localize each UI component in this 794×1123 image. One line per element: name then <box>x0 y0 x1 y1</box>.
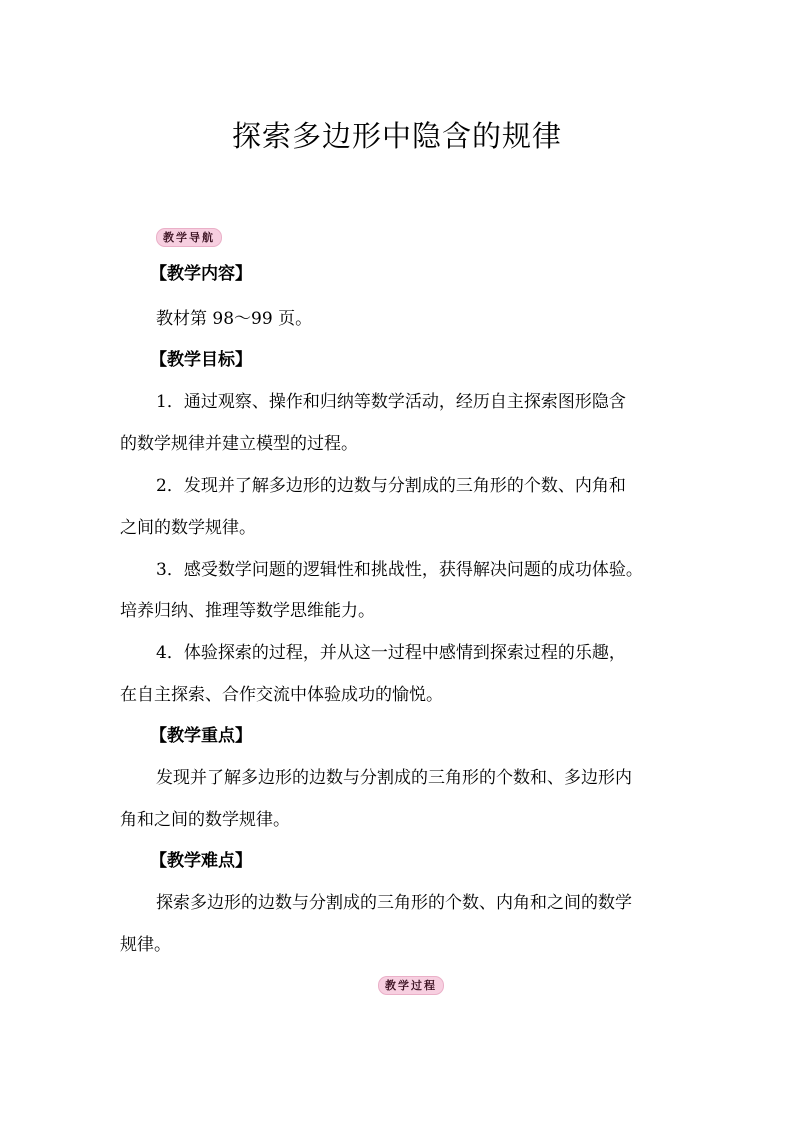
teaching-process-badge: 教学过程 <box>378 976 444 995</box>
key-points-line-2: 角和之间的数学规律。 <box>120 810 290 830</box>
difficulty-heading: 【教学难点】 <box>150 851 252 871</box>
goal-1-line-1: 1．通过观察、操作和归纳等数学活动，经历自主探索图形隐含 <box>156 392 626 412</box>
goal-3-line-1: 3．感受数学问题的逻辑性和挑战性，获得解决问题的成功体验。 <box>156 560 643 580</box>
key-points-line-1: 发现并了解多边形的边数与分割成的三角形的个数和、多边形内 <box>156 768 632 788</box>
goals-heading: 【教学目标】 <box>150 350 252 370</box>
difficulty-line-1: 探索多边形的边数与分割成的三角形的个数、内角和之间的数学 <box>156 893 632 913</box>
key-points-heading: 【教学重点】 <box>150 726 252 746</box>
goal-2-line-2: 之间的数学规律。 <box>120 518 256 538</box>
teaching-nav-badge: 教学导航 <box>156 228 222 247</box>
goal-2-line-1: 2．发现并了解多边形的边数与分割成的三角形的个数、内角和 <box>156 476 626 496</box>
goal-3-line-2: 培养归纳、推理等数学思维能力。 <box>120 601 375 621</box>
content-heading: 【教学内容】 <box>150 264 252 284</box>
difficulty-line-2: 规律。 <box>120 935 171 955</box>
content-text: 教材第 98～99 页。 <box>156 309 313 329</box>
page-title: 探索多边形中隐含的规律 <box>231 119 562 153</box>
goal-4-line-2: 在自主探索、合作交流中体验成功的愉悦。 <box>120 685 443 705</box>
goal-1-line-2: 的数学规律并建立模型的过程。 <box>120 434 358 454</box>
goal-4-line-1: 4．体验探索的过程，并从这一过程中感情到探索过程的乐趣， <box>156 643 626 663</box>
